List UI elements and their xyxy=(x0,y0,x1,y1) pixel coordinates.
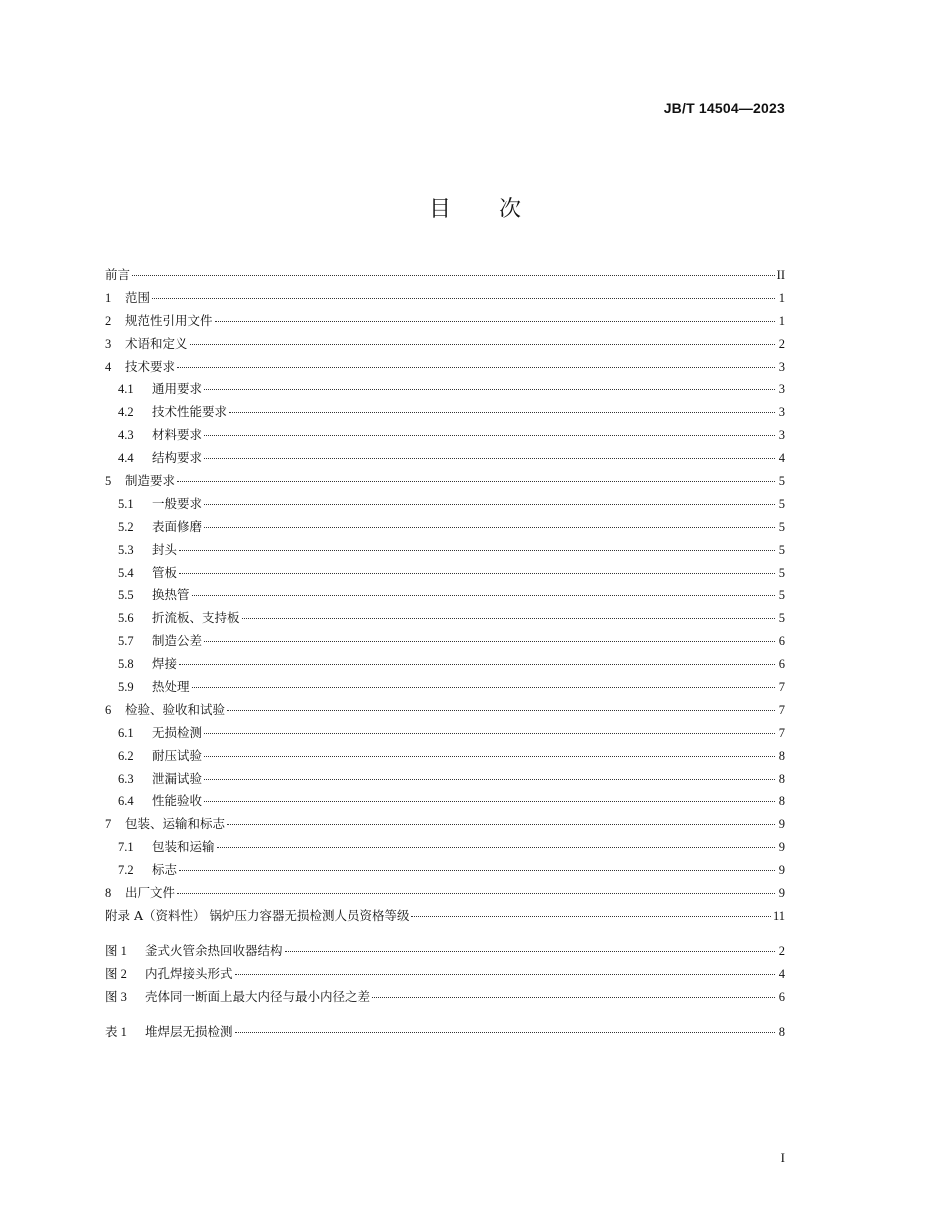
toc-entry-page: 7 xyxy=(778,680,785,695)
toc-dot-leader xyxy=(177,481,775,482)
toc-entry[interactable] xyxy=(105,608,785,631)
toc-entry[interactable] xyxy=(105,1022,785,1045)
page-number: I xyxy=(780,1150,785,1165)
toc-entry[interactable] xyxy=(105,723,785,746)
toc-entry[interactable] xyxy=(105,448,785,471)
toc-entry-label: 泄漏试验 xyxy=(152,770,203,786)
toc-entry-label: 通用要求 xyxy=(152,381,203,397)
toc-entry-page: 9 xyxy=(778,863,785,878)
toc-entry-number: 6.1 xyxy=(118,725,134,740)
toc-entry[interactable] xyxy=(105,769,785,792)
standard-code: JB/T 14504—2023 xyxy=(663,100,785,116)
toc-entry-number: 7 xyxy=(105,817,112,832)
toc-entry-number: 5.5 xyxy=(118,588,134,603)
toc-entry-label: 范围 xyxy=(125,289,151,305)
toc-entry-page: 4 xyxy=(778,966,785,981)
toc-entry[interactable] xyxy=(105,964,785,987)
toc-entry-label: 附录 A（资料性） 锅炉压力容器无损检测人员资格等级 xyxy=(105,907,410,923)
toc-entry-number: 5.7 xyxy=(118,634,134,649)
toc-entry-page: 8 xyxy=(778,1024,785,1039)
toc-entry[interactable] xyxy=(105,517,785,540)
toc-dot-leader xyxy=(177,367,775,368)
toc-dot-leader xyxy=(204,641,775,642)
toc-entry[interactable] xyxy=(105,987,785,1010)
toc-dot-leader xyxy=(411,916,770,917)
toc-entry-label: 釜式火管余热回收器结构 xyxy=(145,942,283,958)
toc-entry-label: 前言 xyxy=(105,267,131,282)
toc-entry[interactable] xyxy=(105,494,785,517)
toc-entry[interactable] xyxy=(105,402,785,425)
toc-entry-number: 5.2 xyxy=(118,519,134,534)
toc-entry-label: 术语和定义 xyxy=(125,335,188,351)
toc-dot-leader xyxy=(204,458,775,459)
toc-entry[interactable] xyxy=(105,540,785,563)
toc-dot-leader xyxy=(229,412,775,413)
toc-entry-page: 1 xyxy=(778,290,785,305)
toc-entry-number: 5.9 xyxy=(118,680,134,695)
toc-dot-leader xyxy=(152,298,775,299)
toc-entry-label: 堆焊层无损检测 xyxy=(145,1023,233,1039)
toc-entry[interactable] xyxy=(105,860,785,883)
toc-entry-number: 8 xyxy=(105,886,112,901)
toc-figure-list xyxy=(105,941,785,1010)
toc-entry-label: 标志 xyxy=(152,862,178,878)
toc-dot-leader xyxy=(235,1032,775,1033)
toc-entry-page: 8 xyxy=(778,771,785,786)
toc-entry[interactable] xyxy=(105,883,785,906)
toc-entry-number: 4.2 xyxy=(118,405,134,420)
toc-entry-page: 8 xyxy=(778,794,785,809)
toc-entry[interactable] xyxy=(105,837,785,860)
table-of-contents xyxy=(105,265,785,1044)
toc-entry-number: 4.3 xyxy=(118,428,134,443)
toc-entry-number: 表 1 xyxy=(105,1024,127,1039)
toc-dot-leader xyxy=(177,893,775,894)
toc-entry-page: 3 xyxy=(778,428,785,443)
toc-entry[interactable] xyxy=(105,746,785,769)
toc-entry-number: 5.1 xyxy=(118,496,134,511)
toc-dot-leader xyxy=(204,733,775,734)
toc-dot-leader xyxy=(372,997,775,998)
toc-entry-number: 6.4 xyxy=(118,794,134,809)
toc-entry[interactable] xyxy=(105,654,785,677)
toc-entry-page: 4 xyxy=(778,451,785,466)
toc-dot-leader xyxy=(132,275,775,276)
toc-entry-number: 5.3 xyxy=(118,542,134,557)
toc-entry[interactable] xyxy=(105,334,785,357)
toc-entry-label: 折流板、支持板 xyxy=(152,610,240,626)
toc-entry-label: 规范性引用文件 xyxy=(125,312,213,328)
toc-entry-page: 3 xyxy=(778,382,785,397)
toc-entry-label: 封头 xyxy=(152,541,178,557)
toc-entry-label: 无损检测 xyxy=(152,724,203,740)
toc-entry-number: 6.3 xyxy=(118,771,134,786)
toc-entry-number: 4.1 xyxy=(118,382,134,397)
toc-entry-page: 2 xyxy=(778,336,785,351)
toc-dot-leader xyxy=(217,847,775,848)
toc-entry-number: 5 xyxy=(105,474,112,489)
toc-dot-leader xyxy=(190,344,775,345)
toc-entry-label: 技术性能要求 xyxy=(152,404,228,420)
toc-entry-label: 出厂文件 xyxy=(125,885,176,901)
toc-entry[interactable] xyxy=(105,265,785,288)
toc-entry[interactable] xyxy=(105,700,785,723)
toc-entry-label: 壳体同一断面上最大内径与最小内径之差 xyxy=(145,988,371,1004)
toc-entry-label: 耐压试验 xyxy=(152,747,203,763)
toc-entry[interactable] xyxy=(105,563,785,586)
toc-entry-label: 包装和运输 xyxy=(152,839,215,855)
toc-entry-label: 包装、运输和标志 xyxy=(125,816,226,832)
toc-entry-number: 图 2 xyxy=(105,966,127,981)
toc-dot-leader xyxy=(179,664,775,665)
title-char-2: 次 xyxy=(499,197,522,222)
toc-entry-page: 2 xyxy=(778,943,785,958)
toc-entry-page: 5 xyxy=(778,474,785,489)
toc-entry[interactable] xyxy=(105,677,785,700)
toc-dot-leader xyxy=(204,435,775,436)
toc-entry-label: 内孔焊接头形式 xyxy=(145,965,233,981)
toc-dot-leader xyxy=(235,974,775,975)
toc-entry-number: 5.4 xyxy=(118,565,134,580)
toc-entry-label: 制造公差 xyxy=(152,633,203,649)
toc-entry-page: 3 xyxy=(778,405,785,420)
toc-dot-leader xyxy=(204,756,775,757)
toc-entry-page: 3 xyxy=(778,359,785,374)
toc-entry-page: 5 xyxy=(778,588,785,603)
toc-entry-page: 6 xyxy=(778,657,785,672)
toc-entry-page: 5 xyxy=(778,519,785,534)
toc-entry-number: 图 3 xyxy=(105,989,127,1004)
toc-dot-leader xyxy=(227,710,775,711)
toc-entry-page: 7 xyxy=(778,702,785,717)
toc-entry-label: 结构要求 xyxy=(152,450,203,466)
toc-entry-label: 热处理 xyxy=(152,679,190,695)
toc-entry-number: 1 xyxy=(105,290,112,305)
toc-entry-label: 制造要求 xyxy=(125,473,176,489)
toc-entry-number: 图 1 xyxy=(105,943,127,958)
toc-entry[interactable] xyxy=(105,379,785,402)
toc-dot-leader xyxy=(192,687,775,688)
toc-entry-page: II xyxy=(776,268,785,282)
toc-entry-number: 4 xyxy=(105,359,112,374)
toc-entry-page: 5 xyxy=(778,542,785,557)
toc-dot-leader xyxy=(204,779,775,780)
page-title xyxy=(0,192,950,223)
toc-entry-page: 5 xyxy=(778,565,785,580)
toc-entry-page: 1 xyxy=(778,313,785,328)
toc-dot-leader xyxy=(285,951,775,952)
toc-dot-leader xyxy=(204,801,775,802)
toc-main-list xyxy=(105,265,785,929)
toc-entry-page: 7 xyxy=(778,725,785,740)
toc-dot-leader xyxy=(179,573,775,574)
toc-entry-label: 材料要求 xyxy=(152,427,203,443)
toc-dot-leader xyxy=(227,824,775,825)
toc-entry[interactable] xyxy=(105,941,785,964)
toc-dot-leader xyxy=(204,389,775,390)
toc-entry-page: 9 xyxy=(778,840,785,855)
toc-dot-leader xyxy=(242,618,775,619)
toc-entry-page: 11 xyxy=(772,908,785,923)
toc-entry-number: 5.8 xyxy=(118,657,134,672)
toc-dot-leader xyxy=(179,870,775,871)
toc-entry-number: 2 xyxy=(105,313,112,328)
toc-entry-number: 6 xyxy=(105,702,112,717)
toc-entry[interactable] xyxy=(105,585,785,608)
toc-table-list xyxy=(105,1022,785,1045)
toc-entry-number: 5.6 xyxy=(118,611,134,626)
toc-entry[interactable] xyxy=(105,425,785,448)
title-char-1: 目 xyxy=(428,197,451,222)
toc-entry[interactable] xyxy=(105,814,785,837)
toc-entry[interactable] xyxy=(105,471,785,494)
toc-entry-label: 性能验收 xyxy=(152,793,203,809)
toc-entry[interactable] xyxy=(105,631,785,654)
toc-entry-page: 5 xyxy=(778,611,785,626)
toc-entry-label: 表面修磨 xyxy=(152,518,203,534)
toc-dot-leader xyxy=(179,550,775,551)
toc-entry-label: 技术要求 xyxy=(125,358,176,374)
toc-entry-number: 7.2 xyxy=(118,863,134,878)
toc-entry[interactable] xyxy=(105,357,785,380)
toc-entry-page: 6 xyxy=(778,989,785,1004)
toc-entry[interactable] xyxy=(105,906,785,929)
toc-entry-number: 7.1 xyxy=(118,840,134,855)
toc-dot-leader xyxy=(204,527,775,528)
toc-dot-leader xyxy=(204,504,775,505)
toc-dot-leader xyxy=(215,321,775,322)
toc-entry-label: 管板 xyxy=(152,564,178,580)
toc-entry-number: 3 xyxy=(105,336,112,351)
toc-entry-page: 9 xyxy=(778,886,785,901)
toc-entry-number: 4.4 xyxy=(118,451,134,466)
toc-entry-page: 9 xyxy=(778,817,785,832)
toc-entry-number: 6.2 xyxy=(118,748,134,763)
toc-entry-label: 检验、验收和试验 xyxy=(125,701,226,717)
toc-entry-label: 换热管 xyxy=(152,587,190,603)
toc-entry[interactable] xyxy=(105,311,785,334)
toc-entry-page: 5 xyxy=(778,496,785,511)
toc-entry-page: 8 xyxy=(778,748,785,763)
toc-entry[interactable] xyxy=(105,288,785,311)
toc-entry-label: 一般要求 xyxy=(152,495,203,511)
toc-entry-label: 焊接 xyxy=(152,656,178,672)
toc-entry[interactable] xyxy=(105,791,785,814)
toc-dot-leader xyxy=(192,595,775,596)
toc-entry-page: 6 xyxy=(778,634,785,649)
